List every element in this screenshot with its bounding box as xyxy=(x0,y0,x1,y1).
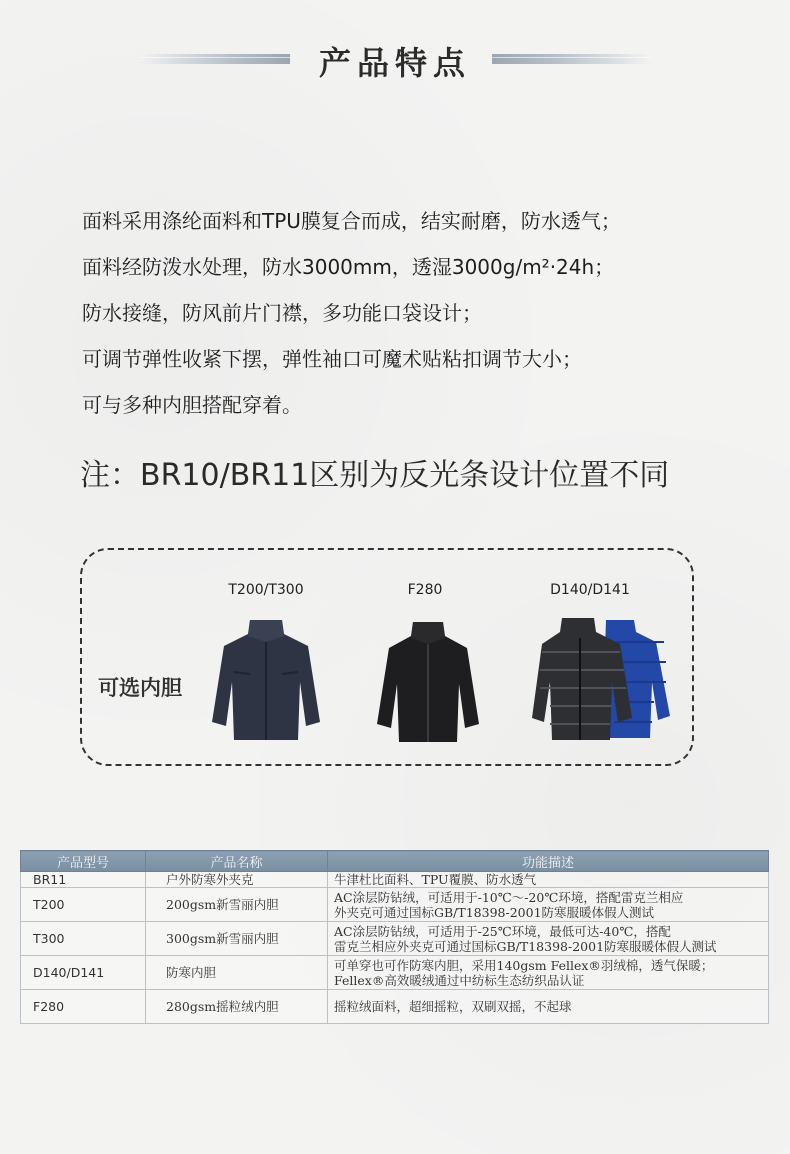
table-row xyxy=(21,990,769,1024)
down-jacket-icon xyxy=(530,612,672,746)
liner-model-label: T200/T300 xyxy=(228,582,304,598)
cell-name: 300gsm新雪丽内胆 xyxy=(146,922,328,956)
padded-jacket-icon xyxy=(210,612,322,744)
description-line: 外夹克可通过国标GB/T18398-2001防寒服暖体假人测试 xyxy=(334,904,655,920)
description-line: 可单穿也可作防寒内胆，采用140gsm Fellex®羽绒棉，透气保暖； xyxy=(334,957,714,973)
cell-description xyxy=(328,888,769,922)
liner-model-label: F280 xyxy=(407,582,443,598)
cell-name: 户外防寒外夹克 xyxy=(146,872,328,888)
cell-description xyxy=(328,990,769,1024)
section-header xyxy=(0,38,790,88)
cell-name: 防寒内胆 xyxy=(146,956,328,990)
cell-description xyxy=(328,872,769,888)
table-row xyxy=(21,888,769,922)
description-line: AC涂层防钻绒，可适用于-10℃～-20℃环境，搭配雷克兰相应 xyxy=(334,889,684,905)
product-table xyxy=(20,850,768,1024)
table-row xyxy=(21,922,769,956)
feature-item: 防水接缝，防风前片门襟，多功能口袋设计； xyxy=(82,301,482,325)
feature-item: 面料采用涤纶面料和TPU膜复合而成，结实耐磨，防水透气； xyxy=(82,209,621,233)
column-header-name: 产品名称 xyxy=(146,851,328,872)
fleece-jacket-icon xyxy=(375,618,481,746)
description-line: 摇粒绒面料，超细摇粒，双刷双摇，不起球 xyxy=(334,999,572,1014)
column-header-model: 产品型号 xyxy=(21,851,146,872)
cell-description xyxy=(328,956,769,990)
description-line: 牛津杜比面料、TPU覆膜、防水透气 xyxy=(334,872,537,887)
feature-item: 可与多种内胆搭配穿着。 xyxy=(82,393,302,417)
cell-model: T200 xyxy=(21,888,146,922)
cell-model: T300 xyxy=(21,922,146,956)
table-row xyxy=(21,872,769,888)
cell-model: D140/D141 xyxy=(21,956,146,990)
liner-model-label: D140/D141 xyxy=(550,582,630,598)
feature-item: 面料经防泼水处理，防水3000mm，透湿3000g/m²·24h； xyxy=(82,255,615,279)
description-line: AC涂层防钻绒，可适用于-25℃环境，最低可达-40℃，搭配 xyxy=(334,923,671,939)
feature-item: 可调节弹性收紧下摆，弹性袖口可魔术贴粘扣调节大小； xyxy=(82,347,582,371)
title-decoration-right xyxy=(492,54,652,64)
note-text: 注：BR10/BR11区别为反光条设计位置不同 xyxy=(80,458,670,493)
table-row xyxy=(21,956,769,990)
column-header-description: 功能描述 xyxy=(328,851,769,872)
cell-name: 280gsm摇粒绒内胆 xyxy=(146,990,328,1024)
cell-description xyxy=(328,922,769,956)
table-header-row xyxy=(21,851,769,872)
cell-name: 200gsm新雪丽内胆 xyxy=(146,888,328,922)
feature-list xyxy=(82,198,762,428)
liner-options-label: 可选内胆 xyxy=(98,675,182,700)
description-line: Fellex®高效暖绒通过中纺标生态纺织品认证 xyxy=(334,972,585,988)
page-title: 产品特点 xyxy=(318,44,471,82)
cell-model: F280 xyxy=(21,990,146,1024)
cell-model: BR11 xyxy=(21,872,146,888)
description-line: 雷克兰相应外夹克可通过国标GB/T18398-2001防寒服暖体假人测试 xyxy=(334,938,717,954)
